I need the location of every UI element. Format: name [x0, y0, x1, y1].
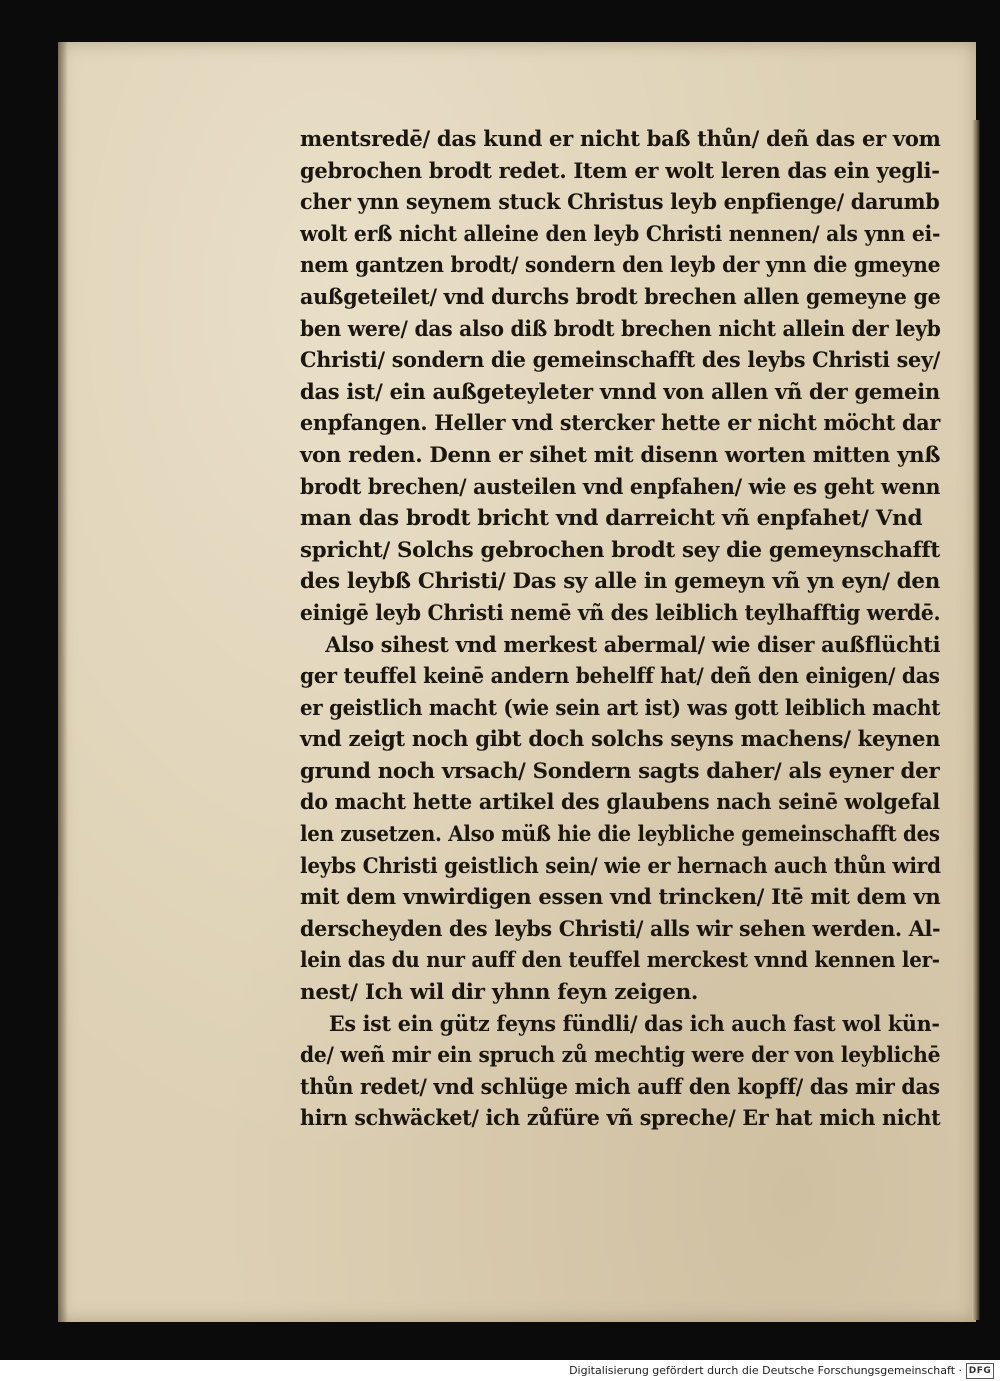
text-line: lein das du nur auff den teuffel merckest vnnd kennen ler- [300, 948, 940, 974]
text-line: enpfangen. Heller vnd stercker hette er nicht möcht dar [300, 411, 941, 437]
text-line: thůn redet/ vnd schlüge mich auff den kopff/ das mir das [300, 1074, 940, 1100]
text-line: man das brodt bricht vnd darreicht vñ enpfahet/ Vnd [300, 506, 923, 532]
text-line: cher ynn seynem stuck Christus leyb enpfienge/ darumb [300, 190, 940, 216]
text-line: Es ist ein gütz feyns fündli/ das ich auch fast wol kün- [328, 1011, 940, 1037]
text-line: er geistlich macht (wie sein art ist) was gott leiblich macht [300, 695, 941, 721]
text-line: brodt brechen/ austeilen vnd enpfahen/ wie es geht wenn [300, 474, 941, 500]
text-line: außgeteilet/ vnd durchs brodt brechen allen gemeyne ge [300, 284, 941, 310]
page-stack-edge [972, 120, 980, 1320]
text-line: spricht/ Solchs gebrochen brodt sey die gemeynschafft [300, 537, 940, 563]
text-line: ger teuffel keinē andern behelff hat/ deñ den einigen/ das [300, 664, 940, 690]
text-line: de/ weñ mir ein spruch zů mechtig were der von leyblichē [300, 1043, 941, 1069]
text-line: mit dem vnwirdigen essen vnd trincken/ Itē mit dem vn [300, 885, 941, 911]
text-line: leybs Christi geistlich sein/ wie er hernach auch thůn wird [300, 853, 941, 879]
text-line: mentsredē/ das kund er nicht baß thůn/ deñ das er vom [300, 127, 941, 152]
text-line: derscheyden des leybs Christi/ alls wir sehen werden. Al- [300, 916, 941, 942]
funding-credit: Digitalisierung gefördert durch die Deutsche Forschungsgemeinschaft · [569, 1364, 962, 1377]
text-line: wolt erß nicht alleine den leyb Christi nennen/ als ynn ei- [300, 221, 941, 247]
footer-bar [0, 1360, 1000, 1381]
text-line: Christi/ sondern die gemeinschafft des leybs Christi sey/ [300, 348, 941, 374]
text-line: gebrochen brodt redet. Item er wolt leren das ein yegli- [300, 158, 940, 184]
text-line: das ist/ ein außgeteyleter vnnd von allen vñ der gemein [300, 379, 940, 405]
page-gutter-shadow [58, 42, 68, 1322]
text-line: einigē leyb Christi nemē vñ des leiblich teylhafftig werdē. [300, 600, 941, 626]
text-line: ben were/ das also diß brodt brechen nicht allein der leyb [300, 316, 941, 342]
text-line: nest/ Ich wil dir yhnn feyn zeigen. [300, 980, 699, 1006]
text-line: do macht hette artikel des glaubens nach seinē wolgefal [300, 790, 940, 816]
text-line: von reden. Denn er sihet mit disenn worten mitten ynß [300, 442, 941, 468]
text-line: grund noch vrsach/ Sondern sagts daher/ als eyner der [300, 758, 940, 784]
text-line: nem gantzen brodt/ sondern den leyb der ynn die gmeyne [300, 253, 941, 279]
dfg-logo: DFG [966, 1363, 994, 1379]
text-line: hirn schwäcket/ ich zůfüre vñ spreche/ Er hat mich nicht [300, 1106, 941, 1132]
text-line: des leybß Christi/ Das sy alle in gemeyn vñ yn eyn/ den [300, 569, 940, 595]
text-line: Also sihest vnd merkest abermal/ wie diser außflüchti [325, 632, 941, 658]
text-line: vnd zeigt noch gibt doch solchs seyns machens/ keynen [300, 727, 941, 753]
page-text [300, 124, 940, 1135]
text-line: len zusetzen. Also müß hie die leybliche gemeinschafft des [300, 822, 940, 848]
